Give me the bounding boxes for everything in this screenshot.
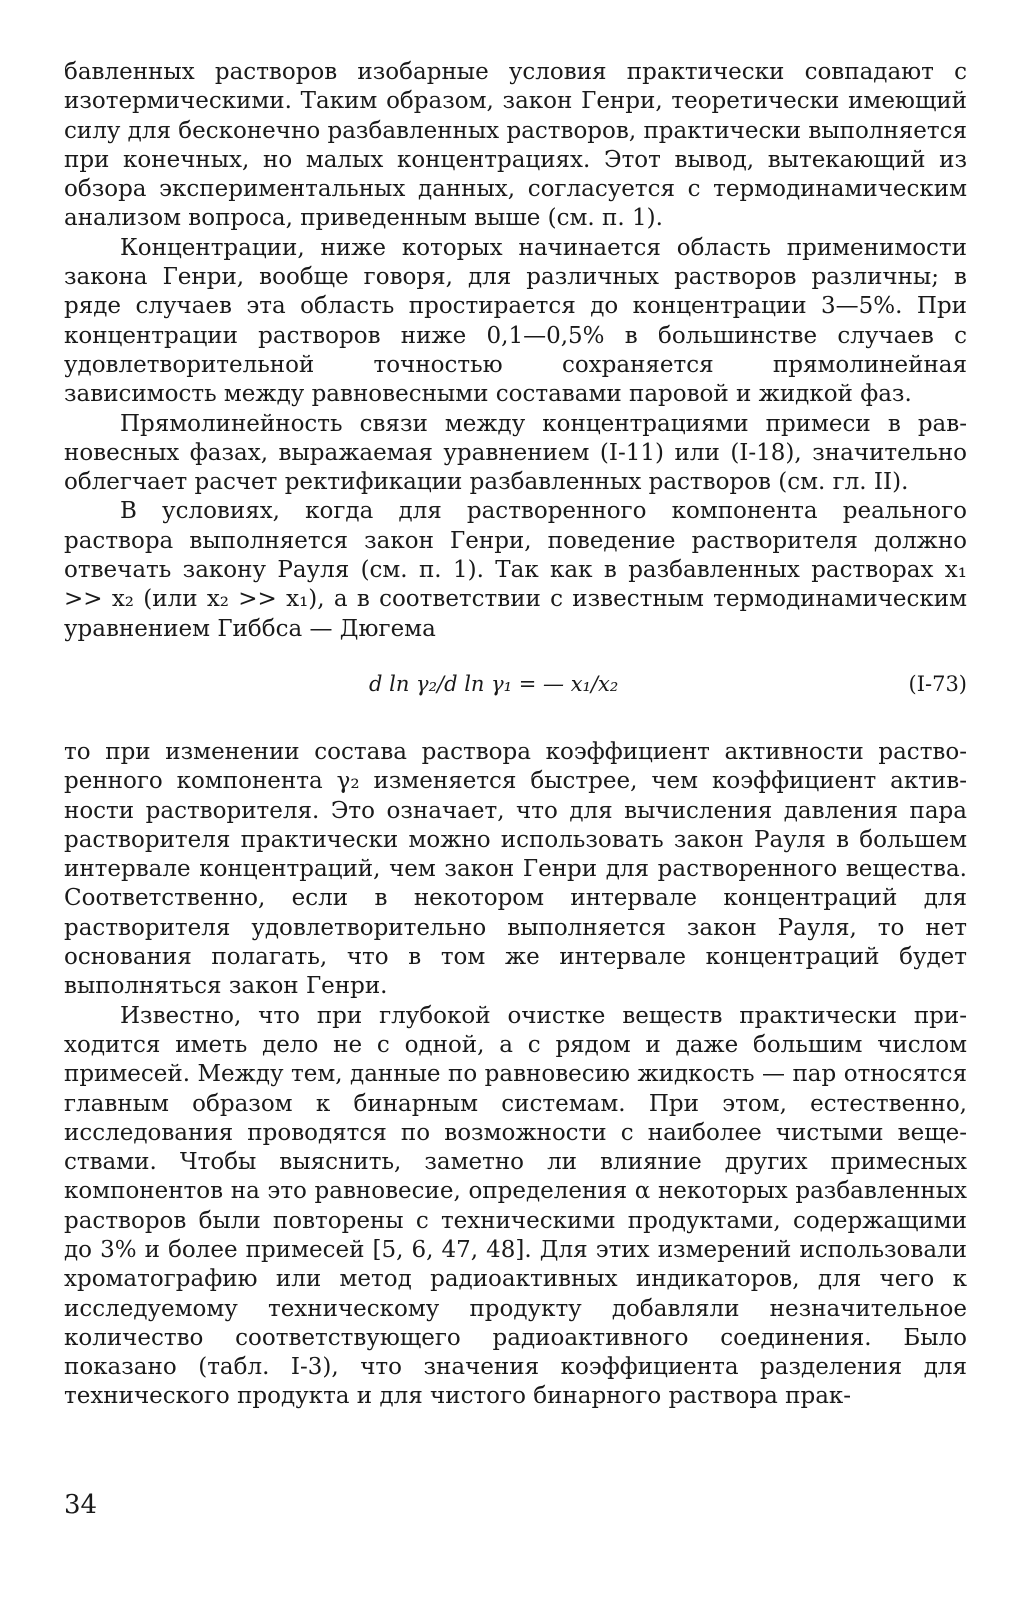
paragraph-1: бавленных растворов изобарные условия практически совпадают с изотермическими. Таким образом, закон Генри, теоретически имеющий силу для бесконечно разбавленных растворов, практически выполняется при конечных, но малых концентрациях. Этот вывод, вытекающий из обзора экспериментальных данных, согласуется с термодинамическим анализом вопроса, приведенным выше (см. п. 1). bbox=[64, 59, 967, 232]
equation-block bbox=[64, 656, 967, 718]
paragraph-5: то при изменении состава раствора коэффициент активности растворенного компонента γ₂ изменяется быстрее, чем коэффициент активности растворителя. Это означает, что для вычисления давления пара растворителя практически можно использовать закон Рауля в большем интервале концентраций, чем закон Генри для растворенного вещества. Соответственно, если в некотором интервале концентраций для растворителя удовлетворительно выполняется закон Рауля, то нет основания полагать, что в том же интервале концентраций будет выполняться закон Генри. bbox=[64, 738, 967, 1000]
paragraph-3: Прямолинейность связи между концентрациями примеси в равновесных фазах, выражаемая уравнением (I-11) или (I-18), значительно облегчает расчет ректификации разбавленных растворов (см. гл. II). bbox=[64, 410, 967, 496]
paragraph-2: Концентрации, ниже которых начинается область применимости закона Генри, вообще говоря, для различных растворов различны; в ряде случаев эта область простирается до концентрации 3—5%. При концентрации растворов ниже 0,1—0,5% в большинстве случаев с удовлетворительной точностью сохраняется прямолинейная зависимость между равновесными составами паровой и жидкой фаз. bbox=[64, 234, 967, 408]
equation-number: (I-73) bbox=[908, 671, 967, 696]
paragraph-6: Известно, что при глубокой очистке веществ практически приходится иметь дело не с одной, а с рядом и даже большим числом примесей. Между тем, данные по равновесию жидкость — пар относятся главным образом к бинарным системам. При этом, естественно, исследования проводятся по возможности с наиболее чистыми веществами. Чтобы выяснить, заметно ли влияние других примесных компонентов на это равновесие, определения α некоторых разбавленных растворов были повторены с техническими продуктами, содержащими до 3% и более примесей [5, 6, 47, 48]. Для этих измерений использовали хроматографию или метод радиоактивных индикаторов, для чего к исследуемому техническому продукту добавляли незначительное количество соответствующего радиоактивного соединения. Было показано (табл. I-3), что значения коэффициента разделения для технического продукта и для чистого бинарного раствора прак- bbox=[64, 1002, 967, 1410]
paragraph-4: В условиях, когда для растворенного компонента реального раствора выполняется закон Генри, поведение растворителя должно отвечать закону Рауля (см. п. 1). Так как в разбавленных растворах x₁ >> x₂ (или x₂ >> x₁), а в соответствии с известным термодинамическим уравнением Гиббса — Дюгема bbox=[64, 498, 967, 642]
page-body bbox=[64, 58, 967, 1412]
page-number: 34 bbox=[64, 1490, 98, 1520]
gibbs-duhem-equation: d ln γ₂/d ln γ₁ = — x₁/x₂ bbox=[369, 671, 619, 696]
